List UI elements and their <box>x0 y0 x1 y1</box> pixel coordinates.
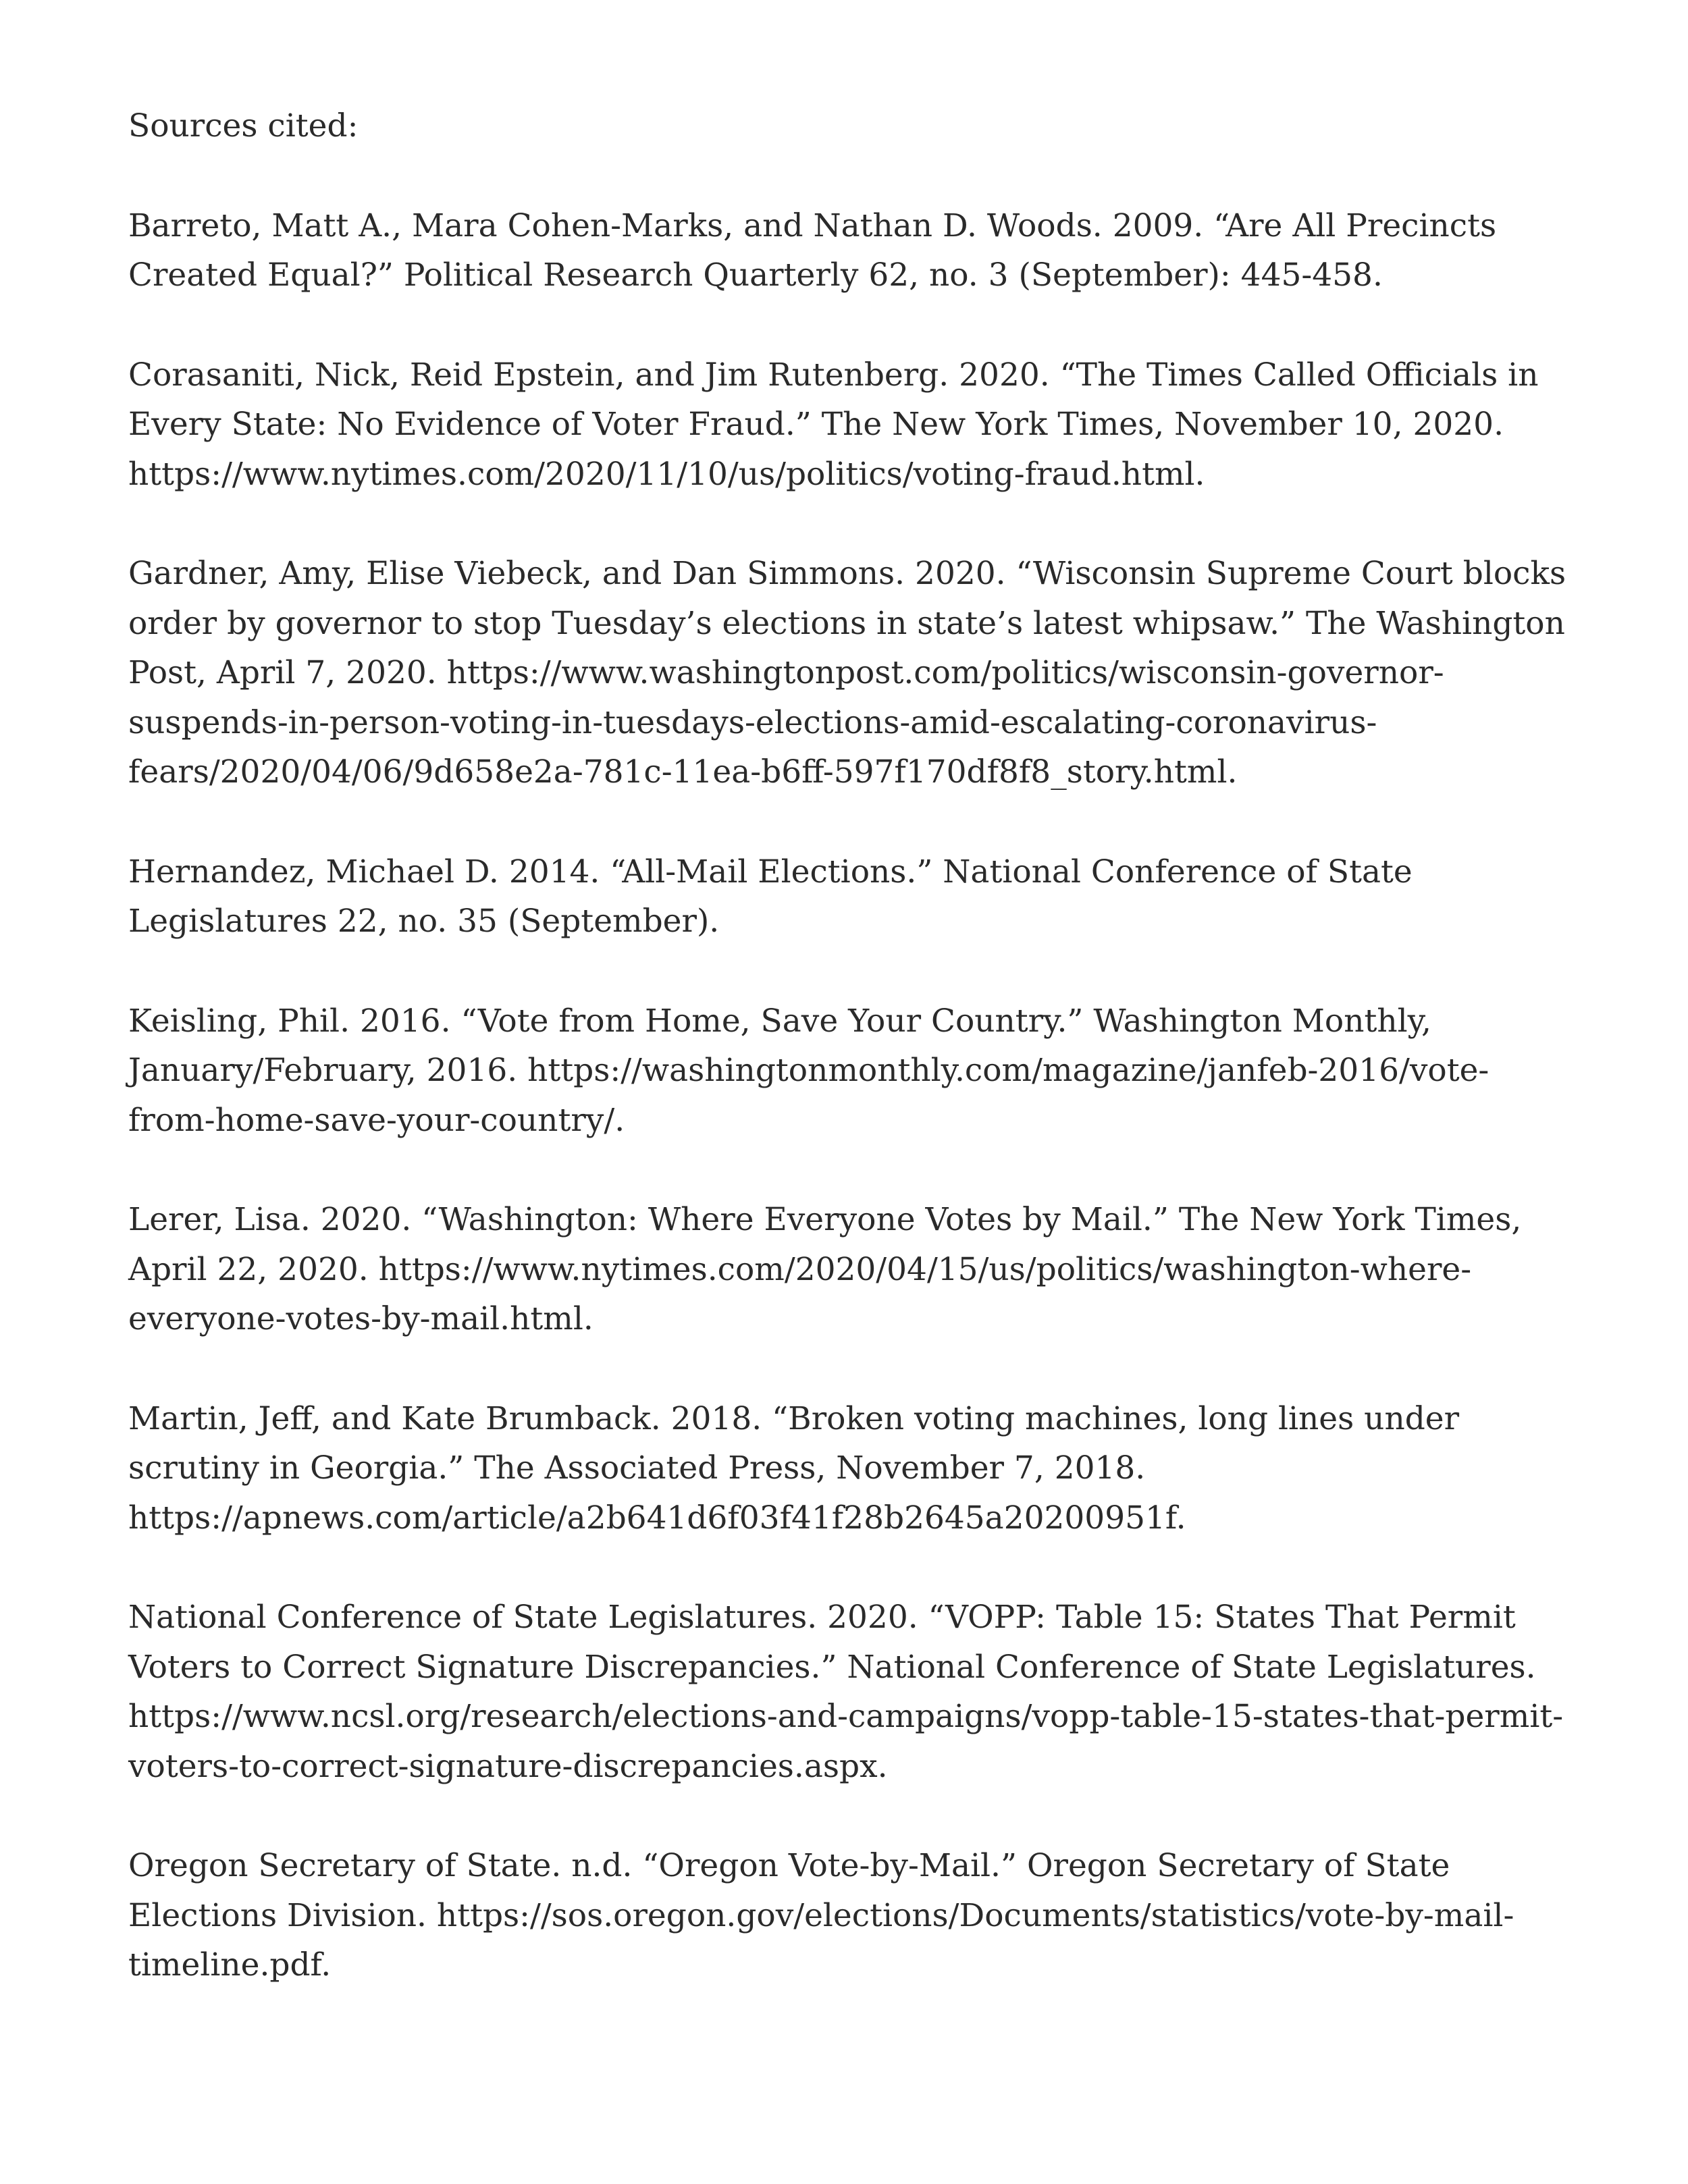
citation-entry: Oregon Secretary of State. n.d. “Oregon Vote-by-Mail.” Oregon Secretary of State Elections Division. https://sos.oregon.gov/elections/Documents/statistics/vote-by-mail-timeline.pdf. <box>128 1847 1514 1983</box>
citation-entry: Corasaniti, Nick, Reid Epstein, and Jim Rutenberg. 2020. “The Times Called Officials in Every State: No Evidence of Voter Fraud.” The New York Times, November 10, 2020. https://www.nytimes.com/2020/11/10/us/politics/voting-fraud.html. <box>128 356 1539 493</box>
page-heading: Sources cited: <box>128 107 359 144</box>
citation-entry: Hernandez, Michael D. 2014. “All-Mail Elections.” National Conference of State Legislatures 22, no. 35 (September). <box>128 853 1413 940</box>
citation-entry: National Conference of State Legislatures. 2020. “VOPP: Table 15: States That Permit Voters to Correct Signature Discrepancies.” National Conference of State Legislatures. https://www.ncsl.org/research/elections-and-campaigns/vopp-table-15-states-that-permit-voters-to-correct-signature-discrepancies.aspx. <box>128 1599 1564 1785</box>
document-page <box>128 101 1566 2040</box>
citation-list <box>128 201 1566 1990</box>
citation-entry: Martin, Jeff, and Kate Brumback. 2018. “Broken voting machines, long lines under scrutiny in Georgia.” The Associated Press, November 7, 2018. https://apnews.com/article/a2b641d6f03f41f28b2645a20200951f. <box>128 1400 1460 1537</box>
citation-entry: Lerer, Lisa. 2020. “Washington: Where Everyone Votes by Mail.” The New York Times, April 22, 2020. https://www.nytimes.com/2020/04/15/us/politics/washington-where-everyone-votes-by-mail.html. <box>128 1201 1522 1337</box>
citation-entry: Keisling, Phil. 2016. “Vote from Home, Save Your Country.” Washington Monthly, January/February, 2016. https://washingtonmonthly.com/magazine/janfeb-2016/vote-from-home-save-your-country/. <box>128 1002 1489 1139</box>
citation-entry: Gardner, Amy, Elise Viebeck, and Dan Simmons. 2020. “Wisconsin Supreme Court blocks order by governor to stop Tuesday’s elections in state’s latest whipsaw.” The Washington Post, April 7, 2020. https://www.washingtonpost.com/politics/wisconsin-governor-suspends-in-person-voting-in-tuesdays-elections-amid-escalating-coronavirus-fears/2020/04/06/9d658e2a-781c-11ea-b6ff-597f170df8f8_story.html. <box>128 555 1566 791</box>
citation-entry: Barreto, Matt A., Mara Cohen-Marks, and Nathan D. Woods. 2009. “Are All Precincts Created Equal?” Political Research Quarterly 62, no. 3 (September): 445-458. <box>128 207 1497 294</box>
